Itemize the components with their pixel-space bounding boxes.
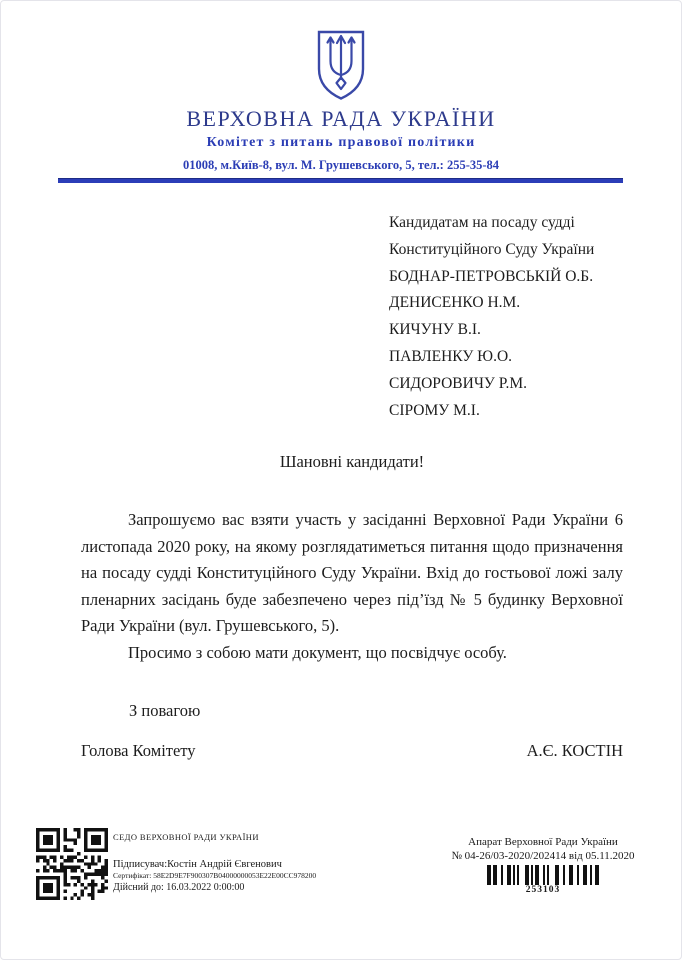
sedo-block	[113, 832, 316, 894]
recipient-line: Конституційного Суду України	[389, 240, 595, 258]
org-address: 01008, м.Київ-8, вул. М. Грушевського, 5, тел.: 255-35-84	[182, 158, 500, 172]
signature-row	[81, 741, 623, 761]
body-paragraph-1: Запрошуємо вас взяти участь у засіданні Верховної Ради України 6 листопада 2020 року, на якому розглядатиметься питання щодо призначення на посаду судді Конституційного Суду України. Вхід до гостьової ложі залу пленарних засідань буде забезпечено через під’їзд № 5 будинку Верховної Ради України (вул. Грушевського, 5).	[81, 510, 623, 635]
letterhead	[1, 1, 681, 173]
recipient-line: СІРОМУ М.І.	[389, 401, 480, 419]
sedo-system-label: СЕДО ВЕРХОВНОЇ РАДИ УКРАЇНИ	[113, 832, 259, 842]
header-rule-divider	[58, 178, 623, 183]
registration-number: № 04-26/03-2020/202414 від 05.11.2020	[451, 850, 635, 862]
recipient-line: БОДНАР-ПЕТРОВСЬКІЙ О.Б.	[389, 267, 594, 285]
committee-subtitle: Комітет з питань правової політики	[206, 135, 476, 150]
recipient-line: Кандидатам на посаду судді	[389, 214, 575, 231]
salutation: Шановні кандидати!	[279, 452, 425, 471]
closing-regards: З повагою	[129, 701, 201, 720]
recipient-line: ПАВЛЕНКУ Ю.О.	[389, 347, 513, 365]
qr-code	[36, 828, 108, 900]
signer-name: А.Є. КОСТІН	[526, 741, 623, 760]
ukraine-trident-emblem-icon	[315, 29, 367, 101]
recipient-line: КИЧУНУ В.І.	[389, 321, 481, 339]
barcode-number: 253103	[525, 885, 561, 895]
registration-block	[438, 835, 648, 896]
sedo-signer: Підписувач:Костін Андрій Євгенович	[113, 859, 282, 870]
sedo-certificate: Сертифікат: 58E2D9E7F900307B04000000053E22E00CC978200	[113, 871, 317, 880]
recipient-line: СИДОРОВИЧУ Р.М.	[389, 374, 527, 392]
org-title: ВЕРХОВНА РАДА УКРАЇНИ	[186, 106, 496, 131]
recipients-block	[389, 210, 594, 424]
sedo-validity: Дійсний до: 16.03.2022 0:00:00	[113, 882, 245, 893]
letter-body	[81, 507, 623, 666]
registration-org: Апарат Верховної Ради України	[468, 836, 618, 848]
barcode	[487, 865, 599, 885]
recipient-line: ДЕНИСЕНКО Н.М.	[389, 294, 521, 312]
signer-position: Голова Комітету	[81, 741, 196, 760]
body-paragraph-2: Просимо з собою мати документ, що посвідчує особу.	[128, 642, 507, 662]
